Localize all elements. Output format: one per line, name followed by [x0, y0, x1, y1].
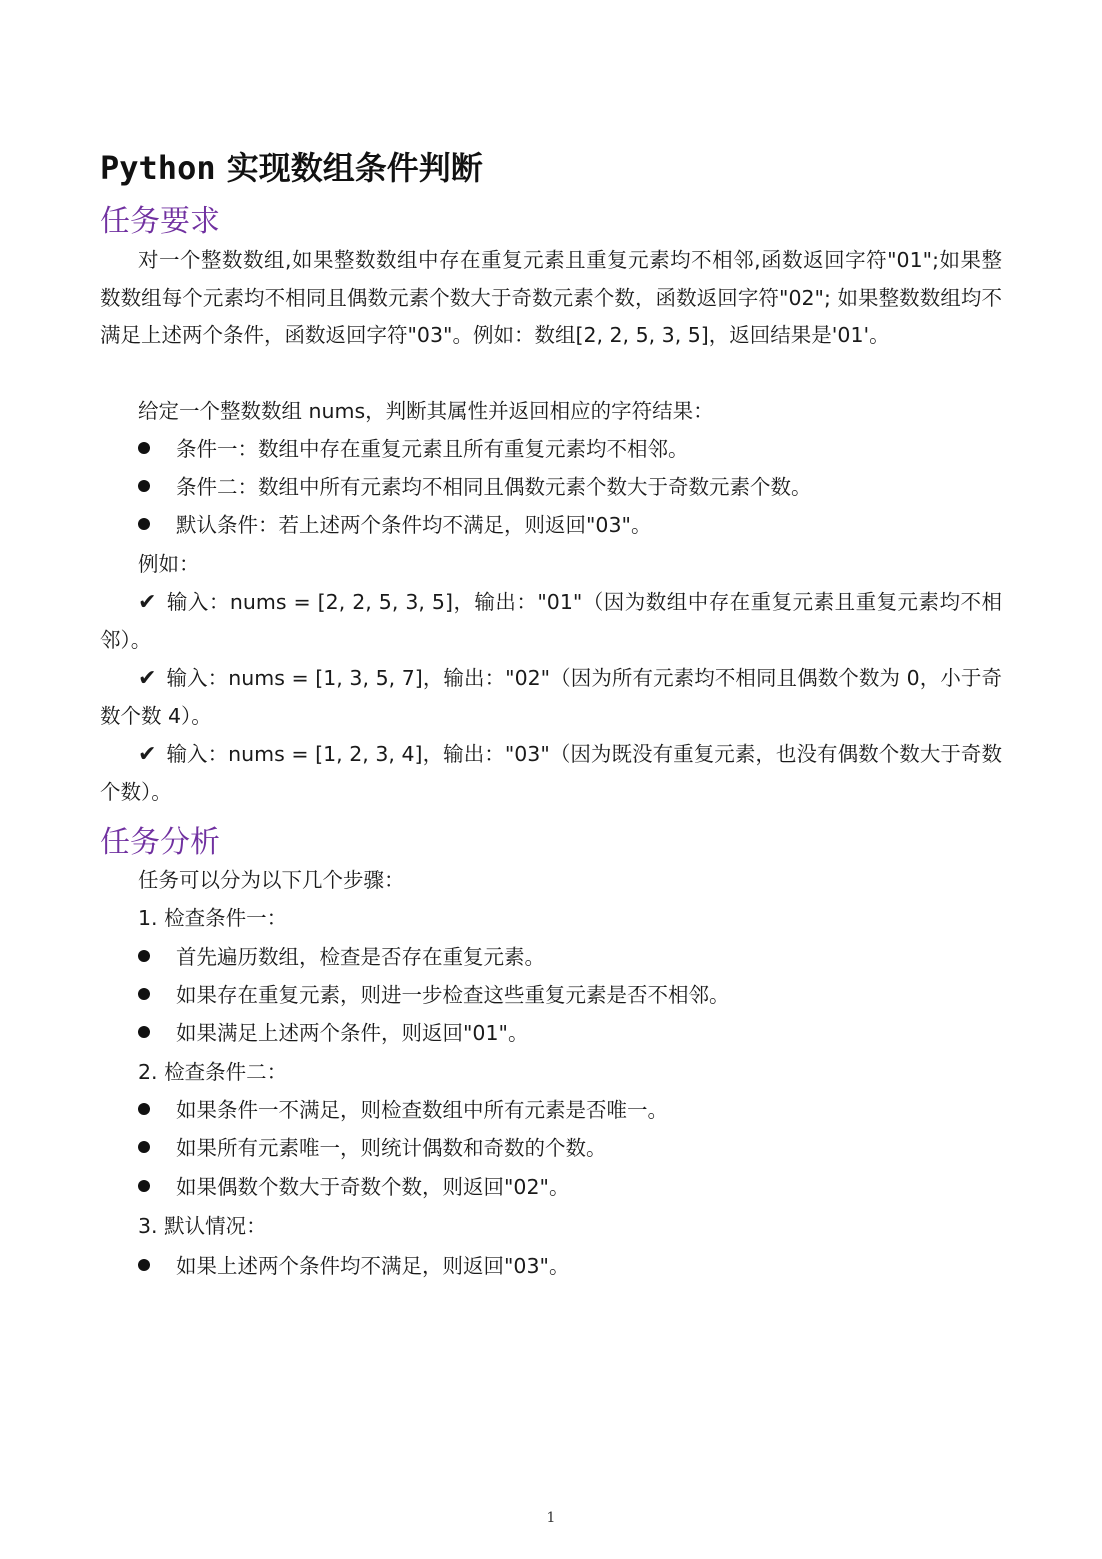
checkmark-icon: ✔	[138, 666, 157, 691]
example-3	[100, 736, 1002, 811]
bullet-dot-icon	[138, 950, 150, 962]
bullet-text: 默认条件：若上述两个条件均不满足，则返回"03"。	[176, 513, 652, 537]
condition-bullet-3	[138, 507, 651, 545]
page-number: 1	[546, 1510, 556, 1526]
bullet-dot-icon	[138, 518, 150, 530]
bullet-dot-icon	[138, 988, 150, 1000]
example-2	[100, 660, 1002, 735]
bullet-text: 如果上述两个条件均不满足，则返回"03"。	[176, 1254, 570, 1278]
bullet-dot-icon	[138, 480, 150, 492]
example-1	[100, 584, 1002, 659]
bullet-dot-icon	[138, 1141, 150, 1153]
checkmark-icon: ✔	[138, 590, 157, 615]
step-2-bullet-2	[138, 1130, 607, 1168]
checkmark-icon: ✔	[138, 742, 157, 767]
step-1-bullet-2	[138, 977, 730, 1015]
section-heading-requirements: 任务要求	[100, 204, 220, 239]
document-title	[100, 143, 483, 189]
bullet-dot-icon	[138, 1103, 150, 1115]
example-text: 输入：nums = [1, 2, 3, 4]，输出："03"（因为既没有重复元素，也没有偶数个数大于奇数个数）。	[100, 742, 1002, 804]
step-1-heading: 1. 检查条件一：	[138, 906, 288, 930]
title-rest: 实现数组条件判断	[215, 149, 483, 187]
step-3-bullet-1	[138, 1248, 569, 1286]
step-1-bullet-1	[138, 939, 545, 977]
bullet-dot-icon	[138, 1180, 150, 1192]
bullet-text: 首先遍历数组，检查是否存在重复元素。	[176, 945, 545, 969]
step-1-bullet-3	[138, 1015, 528, 1053]
bullet-text: 如果条件一不满足，则检查数组中所有元素是否唯一。	[176, 1098, 668, 1122]
analysis-intro: 任务可以分为以下几个步骤：	[138, 868, 405, 892]
example-intro: 例如：	[138, 552, 200, 576]
step-2-bullet-3	[138, 1169, 569, 1207]
example-text: 输入：nums = [1, 3, 5, 7]，输出："02"（因为所有元素均不相同且偶数个数为 0，小于奇数个数 4）。	[100, 666, 1002, 728]
bullet-text: 如果所有元素唯一，则统计偶数和奇数的个数。	[176, 1136, 607, 1160]
bullet-text: 如果满足上述两个条件，则返回"01"。	[176, 1021, 529, 1045]
step-2-bullet-1	[138, 1092, 668, 1130]
example-text: 输入：nums = [2, 2, 5, 3, 5]，输出："01"（因为数组中存在重复元素且重复元素均不相邻）。	[100, 590, 1002, 652]
bullet-text: 条件一：数组中存在重复元素且所有重复元素均不相邻。	[176, 437, 689, 461]
bullet-dot-icon	[138, 442, 150, 454]
requirements-paragraph: 对一个整数数组,如果整数数组中存在重复元素且重复元素均不相邻,函数返回字符"01";如果整数数组每个元素均不相同且偶数元素个数大于奇数元素个数，函数返回字符"02"; 如果整数数组均不满足上述两个条件，函数返回字符"03"。例如：数组[2, 2, 5, 3, 5]，返回结果是'01'。	[100, 248, 1002, 347]
title-latin: Python	[100, 149, 216, 187]
step-3-heading: 3. 默认情况：	[138, 1214, 267, 1238]
bullet-dot-icon	[138, 1259, 150, 1271]
bullet-text: 如果存在重复元素，则进一步检查这些重复元素是否不相邻。	[176, 983, 730, 1007]
bullet-text: 如果偶数个数大于奇数个数，则返回"02"。	[176, 1175, 570, 1199]
bullet-dot-icon	[138, 1026, 150, 1038]
condition-bullet-2	[138, 469, 812, 507]
section-heading-analysis: 任务分析	[100, 825, 220, 860]
document-page	[100, 0, 1002, 1559]
bullet-text: 条件二：数组中所有元素均不相同且偶数元素个数大于奇数元素个数。	[176, 475, 812, 499]
condition-bullet-1	[138, 431, 689, 469]
step-2-heading: 2. 检查条件二：	[138, 1060, 288, 1084]
nums-intro-paragraph: 给定一个整数数组 nums，判断其属性并返回相应的字符结果：	[138, 399, 714, 423]
